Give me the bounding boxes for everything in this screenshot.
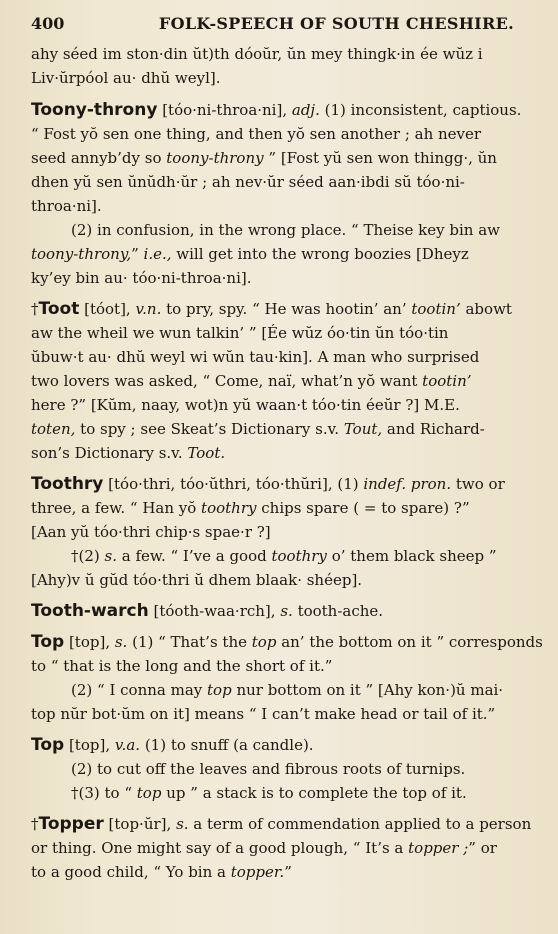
entry-toony-throny: [31, 98, 548, 290]
entry-line: seed annyb’dy so toony-throny ” [Fost yŭ sen won thingg·, ŭn: [31, 149, 497, 167]
headword: Top: [31, 735, 65, 755]
entry-line: ky’ey bin au· tóo·ni-throa·ni].: [31, 269, 252, 287]
entry-line: son’s Dictionary s.v. Toot.: [31, 444, 226, 462]
entry-line: “ Fost yŏ sen one thing, and then yŏ sen another ; ah never: [31, 125, 482, 143]
entry-line: top nŭr bot·ŭm on it] means “ I can’t make head or tail of it.”: [31, 705, 496, 723]
entry-top-noun: [31, 630, 548, 726]
entry-line: here ?” [Kŭm, naay, wot)n yŭ waan·t tóo·tin éeŭr ?] M.E.: [31, 396, 460, 414]
headword: Toothry: [31, 474, 104, 494]
continued-line: Liv·ŭrpóol au· dhŭ weyl].: [31, 69, 221, 87]
entry-line: [Ahy)v ŭ gŭd tóo·thri ŭ dhem blaak· shéep].: [31, 571, 363, 589]
dagger-mark: †: [31, 815, 39, 833]
entry-line: Top [top], v.a. (1) to snuff (a candle).: [31, 735, 314, 755]
entry-top-verb: [31, 733, 548, 805]
headword: Tooth-warch: [31, 601, 149, 621]
headword: Toot: [38, 299, 80, 319]
entry-line: toony-throny,” i.e., will get into the wrong boozies [Dheyz: [31, 245, 469, 263]
entry-tooth-warch: [31, 599, 548, 623]
entry-line: throa·ni].: [31, 197, 102, 215]
headword: Top: [31, 632, 65, 652]
entry-line: †Topper [top·ŭr], s. a term of commendation applied to a person: [31, 814, 532, 834]
continued-line: ahy séed im ston·din ŭt)th dóoŭr, ŭn mey thingk·in ée wŭz i: [31, 45, 483, 63]
entry-line: to “ that is the long and the short of it.”: [31, 657, 333, 675]
page-number: 400: [31, 14, 65, 33]
entry-line: aw the wheil we wun talkin’ ” [Ée wŭz óo·tin ŭn tóo·tin: [31, 324, 449, 342]
entry-subsense: †(3) to “ top up ” a stack is to complete the top of it.: [71, 784, 467, 802]
entry-subsense: †(2) s. a few. “ I’ve a good toothry o’ them black sheep ”: [71, 547, 497, 565]
entry-toothry: [31, 472, 548, 592]
headword: Topper: [38, 814, 104, 834]
entry-line: †Toot [tóot], v.n. to pry, spy. “ He was hootin’ an’ tootin’ abowt: [31, 299, 512, 319]
page-header: [31, 14, 548, 34]
running-title: FOLK-SPEECH OF SOUTH CHESHIRE.: [158, 14, 514, 33]
entry-line: Tooth-warch [tóoth-waa·rch], s. tooth-ache.: [31, 601, 384, 621]
entry-subsense: (2) in confusion, in the wrong place. “ Theise key bin aw: [71, 221, 500, 239]
entry-toot: [31, 297, 548, 465]
entry-line: or thing. One might say of a good plough, “ It’s a topper ;” or: [31, 839, 497, 857]
entry-line: two lovers was asked, “ Come, naï, what’n yŏ want tootin’: [31, 372, 472, 390]
entry-line: toten, to spy ; see Skeat’s Dictionary s.v. Tout, and Richard-: [31, 420, 485, 438]
entry-line: [Aan yŭ tóo·thri chip·s spae·r ?]: [31, 523, 271, 541]
entry-line: dhen yŭ sen ŭnŭdh·ŭr ; ah nev·ŭr séed aan·ibdi sŭ tóo·ni-: [31, 173, 465, 191]
entry-subsense: (2) “ I conna may top nur bottom on it ” [Ahy kon·)ŭ mai·: [71, 681, 504, 699]
entry-line: three, a few. “ Han yŏ toothry chips spare ( = to spare) ?”: [31, 499, 470, 517]
entry-line: Toothry [tóo·thri, tóo·ŭthri, tóo·thŭri], (1) indef. pron. two or: [31, 474, 505, 494]
entry-line: Top [top], s. (1) “ That’s the top an’ the bottom on it ” corresponds: [31, 632, 543, 652]
entry-line: to a good child, “ Yo bin a topper.”: [31, 863, 292, 881]
entry-line: Toony-throny [tóo·ni-throa·ni], adj. (1) inconsistent, captious.: [31, 100, 522, 120]
entry-continued: [31, 42, 548, 90]
headword: Toony-throny: [31, 100, 158, 120]
entry-subsense: (2) to cut off the leaves and fibrous roots of turnips.: [71, 760, 466, 778]
entry-topper: [31, 812, 548, 884]
dagger-mark: †: [31, 300, 39, 318]
entry-line: ŭbuw·t au· dhŭ weyl wi wŭn tau·kin]. A man who surprised: [31, 348, 480, 366]
